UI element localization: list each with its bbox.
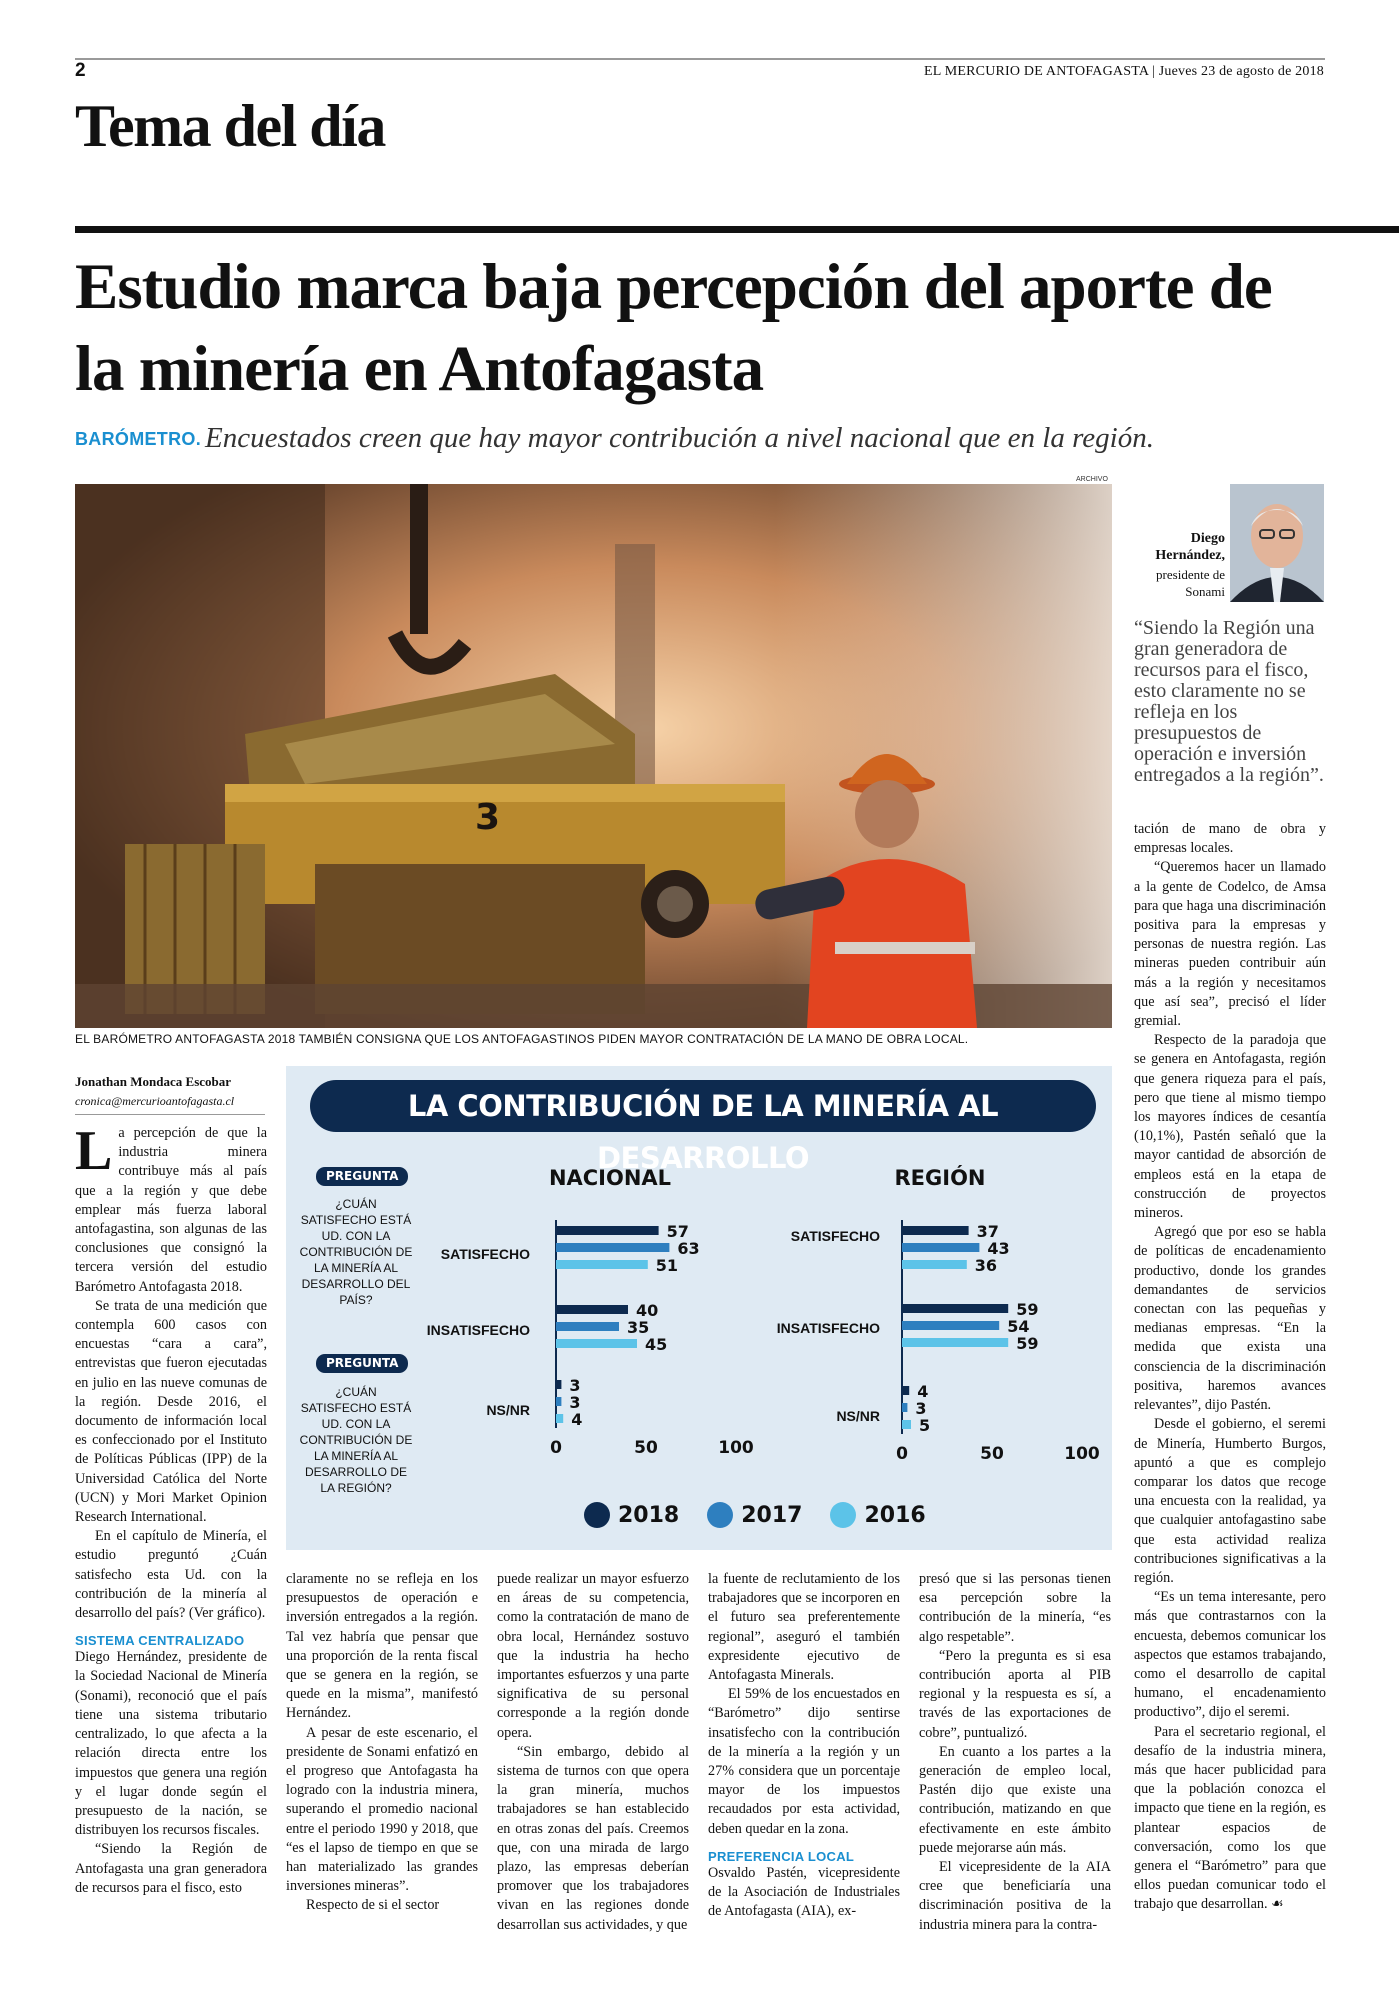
paragraph: la fuente de reclutamiento de los trabajadores que se incorporen en el futuro sea preferentemente regional”, aseguró el también expresidente ejecutivo de Antofagasta Minerals. bbox=[708, 1571, 900, 1684]
x-tick-label: 50 bbox=[634, 1438, 658, 1458]
data-label: 36 bbox=[974, 1256, 998, 1275]
end-mark-icon: ☙ bbox=[1271, 1896, 1284, 1913]
data-label: 43 bbox=[987, 1239, 1010, 1258]
x-tick-label: 0 bbox=[896, 1444, 908, 1464]
paragraph: Respecto de la paradoja que se genera en Antofagasta, región que genera riqueza para el país, pero que tiene al mismo tiempo los mayores índices de cesantía (10,1%), Pastén señaló que la mayor cantidad de absorción de empleos está en la etapa de construcción de proyectos mineros. bbox=[1134, 1032, 1326, 1222]
paragraph: tación de mano de obra y empresas locales. bbox=[1134, 821, 1326, 857]
row-label: NS/NR bbox=[486, 1402, 530, 1418]
paragraph: A pesar de este escenario, el presidente de Sonami enfatizó en el progreso que Antofagasta ha logrado con la industria minera, superando el promedio nacional entre el periodo 1990 y 2018, que “es el lapso de tiempo en que se han materializado las grandes inversiones mineras”. bbox=[286, 1724, 478, 1895]
author-email[interactable]: cronica@mercurioantofagasta.cl bbox=[75, 1094, 235, 1108]
article-headline: Estudio marca baja percepción del aporte de la minería en Antofagasta bbox=[75, 251, 1272, 405]
pull-quote: “Siendo la Región una gran generadora de recursos para el fisco, esto claramente no se refleja en los presupuestos de operación e inversión entregados a la región”. bbox=[1134, 617, 1324, 786]
bar-2017 bbox=[902, 1403, 907, 1412]
question-national: ¿CUÁN SATISFECHO ESTÁ UD. CON LA CONTRIBUCIÓN DE LA MINERÍA AL DESARROLLO DEL PAÍS? bbox=[299, 1197, 413, 1307]
data-label: 45 bbox=[645, 1335, 668, 1354]
legend-item-2017: 2017 bbox=[707, 1502, 802, 1528]
paragraph: Se trata de una medición que contempla 600 casos con encuestas “cara a cara”, entrevistas que fueron ejecutadas en julio en las nueve comunas de la región. Desde 2016, el documento de información local es confeccionado por el Instituto de Políticas Públicas (IPP) de la Universidad Católica del Norte (UCN) y Mori Market Opinion Research International. bbox=[75, 1297, 267, 1526]
bar-2018 bbox=[902, 1226, 969, 1235]
headline-rule bbox=[75, 226, 1399, 233]
bar-2018 bbox=[556, 1305, 628, 1314]
paragraph: claramente no se refleja en los presupuestos de operación e inversión entregados a la región. Tal vez habría que pensar que una proporción de la renta fiscal que se genera en la región, se quede en la misma”, manifestó Hernández. bbox=[286, 1571, 478, 1722]
paragraph: El 59% de los encuestados en “Barómetro” dijo sentirse insatisfecho con la contribución de la minería a la región y un 27% considera que un porcentaje mayor de los impuestos recaudados por esta actividad, deben quedar en la zona. bbox=[708, 1686, 900, 1837]
paragraph: Para el secretario regional, el desafío de la industria minera, más que hacer publicidad para que la población conozca el impacto que tiene en la región, es plantear espacios de conversación, como los que genera el “Barómetro” para que ellos puedan comunicar todo el trabajo que desarrollan. ☙ bbox=[1134, 1723, 1326, 1913]
top-rule bbox=[75, 58, 1325, 60]
legend-item-2016: 2016 bbox=[830, 1502, 925, 1528]
bar-2017 bbox=[556, 1397, 561, 1406]
panel-title-national: NACIONAL bbox=[548, 1166, 672, 1190]
data-label: 59 bbox=[1016, 1300, 1039, 1319]
bar-2017 bbox=[902, 1243, 979, 1252]
photo-caption: EL BARÓMETRO ANTOFAGASTA 2018 TAMBIÉN CONSIGNA QUE LOS ANTOFAGASTINOS PIDEN MAYOR CONTRATACIÓN DE LA MANO DE OBRA LOCAL. bbox=[75, 1032, 969, 1046]
issue-date: | Jueves 23 de agosto de 2018 bbox=[1152, 64, 1324, 79]
data-label: 3 bbox=[569, 1376, 581, 1395]
paragraph: En cuanto a los partes a la generación de empleo local, Pastén dijo que existe una contribución, matizando en que efectivamente en este ámbito puede mejorarse aún más. bbox=[919, 1743, 1111, 1856]
data-label: 35 bbox=[627, 1318, 650, 1337]
data-label: 3 bbox=[569, 1393, 581, 1412]
bar-2016 bbox=[902, 1260, 967, 1269]
data-label: 37 bbox=[976, 1222, 999, 1241]
main-photo bbox=[75, 484, 1112, 1028]
drop-cap: L bbox=[75, 1124, 113, 1182]
row-label: NS/NR bbox=[836, 1408, 880, 1424]
question-badge: PREGUNTA bbox=[316, 1354, 408, 1373]
paragraph: Respecto de si el sector bbox=[306, 1897, 440, 1914]
panel-title-region: REGIÓN bbox=[894, 1166, 986, 1190]
data-label: 5 bbox=[919, 1416, 931, 1435]
paragraph: “Es un tema interesante, pero más que contrastarnos con la encuesta, debemos comunicar los aspectos que estamos trabajando, como el desarrollo de capital humano, el encadenamiento productivo”, dijo el seremi. bbox=[1134, 1589, 1326, 1721]
author-name: Jonathan Mondaca Escobar bbox=[75, 1074, 232, 1089]
bar-2017 bbox=[902, 1321, 999, 1330]
question-region: ¿CUÁN SATISFECHO ESTÁ UD. CON LA CONTRIBUCIÓN DE LA MINERÍA AL DESARROLLO DE LA REGIÓN? bbox=[299, 1385, 413, 1495]
data-label: 40 bbox=[636, 1301, 659, 1320]
paragraph: En el capítulo de Minería, el estudio preguntó ¿Cuán satisfecho esta Ud. con la contribución de la minería al desarrollo del país? (Ver gráfico). bbox=[75, 1528, 267, 1622]
data-label: 54 bbox=[1007, 1317, 1030, 1336]
x-tick-label: 100 bbox=[1064, 1444, 1100, 1464]
paragraph: “Sin embargo, debido al sistema de turnos con que opera la gran minería, muchos trabajadores se han establecido en otras zonas del país. Creemos que, con una mirada de largo plazo, las empresas deberían promover que los trabajadores vivan en las regiones donde desarrollan sus actividades, y que bbox=[497, 1743, 689, 1933]
paragraph: “Queremos hacer un llamado a la gente de Codelco, de Amsa para que haga una discriminación positiva para la empresas y personas de nuestra región. Las mineras pueden contribuir aún más a la región y necesitamos que así sea”, precisó el líder gremial. bbox=[1134, 859, 1326, 1030]
data-label: 59 bbox=[1016, 1334, 1039, 1353]
row-label: INSATISFECHO bbox=[426, 1322, 530, 1338]
question-badge: PREGUNTA bbox=[316, 1167, 408, 1186]
bar-2017 bbox=[556, 1322, 619, 1331]
row-label: SATISFECHO bbox=[790, 1228, 880, 1244]
quote-person-role: presidente de Sonami bbox=[1156, 567, 1225, 599]
deck-text: Encuestados creen que hay mayor contribución a nivel nacional que en la región. bbox=[205, 422, 1154, 454]
svg-text:3: 3 bbox=[475, 797, 501, 838]
article-column-4 bbox=[708, 1570, 900, 1980]
bar-2017 bbox=[556, 1243, 669, 1252]
page-number: 2 bbox=[75, 60, 86, 81]
article-column-1 bbox=[75, 1124, 267, 1974]
paragraph: El vicepresidente de la AIA cree que beneficiaría una discriminación positiva de la industria minera para la contra- bbox=[919, 1859, 1111, 1933]
article-column-3 bbox=[497, 1570, 689, 1980]
row-label: SATISFECHO bbox=[440, 1246, 530, 1262]
data-label: 51 bbox=[655, 1256, 679, 1275]
chart-legend bbox=[584, 1502, 926, 1528]
x-tick-label: 50 bbox=[980, 1444, 1004, 1464]
bar-2018 bbox=[556, 1226, 659, 1235]
legend-dot bbox=[707, 1502, 733, 1528]
x-tick-label: 0 bbox=[550, 1438, 562, 1458]
photo-credit: ARCHIVO bbox=[1076, 476, 1108, 483]
publication-name: EL MERCURIO DE ANTOFAGASTA bbox=[924, 64, 1149, 79]
data-label: 57 bbox=[666, 1222, 689, 1241]
paragraph: Agregó que por eso se habla de políticas de encadenamiento productivo, donde los grandes demandantes de servicios conectan con las pequeñas y medianas empresas. “En la medida que exista una consciencia de la discriminación positiva, haremos avances relevantes”, dijo Pastén. bbox=[1134, 1224, 1326, 1414]
paragraph: “Pero la pregunta es si esa contribución aporta al PIB regional y la respuesta es sí, a través de las exportaciones de cobre”, puntualizó. bbox=[919, 1647, 1111, 1741]
article-column-5 bbox=[919, 1570, 1111, 1980]
paragraph: puede realizar un mayor esfuerzo en áreas de su competencia, como la contratación de mano de obra local, Hernández sostuvo que la industria ha hecho importantes esfuerzos y una parte significativa de su personal corresponde a la región donde opera. bbox=[497, 1571, 689, 1741]
article-column-2 bbox=[286, 1570, 478, 1980]
legend-item-2018: 2018 bbox=[584, 1502, 679, 1528]
data-label: 4 bbox=[571, 1410, 583, 1429]
bar-2018 bbox=[556, 1380, 561, 1389]
row-label: INSATISFECHO bbox=[776, 1320, 880, 1336]
subheading: SISTEMA CENTRALIZADO bbox=[75, 1633, 245, 1649]
paragraph: Desde el gobierno, el seremi de Minería, Humberto Burgos, apuntó a que es complejo comparar los datos que recoge una encuesta con la realidad, ya que cualquier antofagastino sabe que esta actividad realiza contribuciones significativas a la región. bbox=[1134, 1416, 1326, 1586]
bar-chart-svg bbox=[286, 1066, 1112, 1550]
masthead bbox=[924, 64, 1324, 80]
bar-2016 bbox=[902, 1420, 911, 1429]
bar-2016 bbox=[556, 1260, 648, 1269]
paragraph: presó que si las personas tienen esa percepción sobre la contribución de la minería, “es algo respetable”. bbox=[919, 1571, 1111, 1645]
subheading: PREFERENCIA LOCAL bbox=[708, 1848, 855, 1864]
legend-dot bbox=[830, 1502, 856, 1528]
paragraph: “Siendo la Región de Antofagasta una gran generadora de recursos para el fisco, esto bbox=[75, 1841, 267, 1896]
chart-title: LA CONTRIBUCIÓN DE LA MINERÍA AL DESARROLLO bbox=[310, 1080, 1096, 1132]
data-label: 3 bbox=[915, 1399, 927, 1418]
portrait-photo bbox=[1230, 484, 1324, 602]
bar-2016 bbox=[556, 1339, 637, 1348]
section-title: Tema del día bbox=[75, 93, 385, 159]
bar-2018 bbox=[902, 1386, 909, 1395]
bar-2016 bbox=[556, 1414, 563, 1423]
paragraph: Diego Hernández, presidente de la Sociedad Nacional de Minería (Sonami), reconoció que el país tiene una sistema tributario centralizado, lo que afecta a la relación directa entre los impuestos que genera una región y el lugar donde según el presupuesto de la nación, se distribuyen los recursos fiscales. bbox=[75, 1649, 267, 1839]
paragraph: Osvaldo Pastén, vicepresidente de la Asociación de Industriales de Antofagasta (AIA), ex- bbox=[708, 1864, 900, 1920]
article-deck bbox=[75, 422, 1154, 455]
legend-dot bbox=[584, 1502, 610, 1528]
data-label: 4 bbox=[917, 1382, 929, 1401]
deck-kicker: BARÓMETRO. bbox=[75, 429, 201, 449]
paragraph: La percepción de que la industria minera contribuye más al país que a la región y que debe emplear más fuerza laboral antofagastina, son algunas de las conclusiones que consignó la tercera versión del estudio Barómetro Antofagasta 2018. bbox=[75, 1124, 267, 1295]
article-column-6 bbox=[1134, 820, 1326, 1980]
bar-2018 bbox=[902, 1304, 1008, 1313]
data-label: 63 bbox=[677, 1239, 700, 1258]
x-tick-label: 100 bbox=[718, 1438, 754, 1458]
quote-person-name: Diego Hernández, bbox=[1155, 531, 1225, 563]
byline-rule bbox=[75, 1114, 265, 1115]
bar-2016 bbox=[902, 1338, 1008, 1347]
